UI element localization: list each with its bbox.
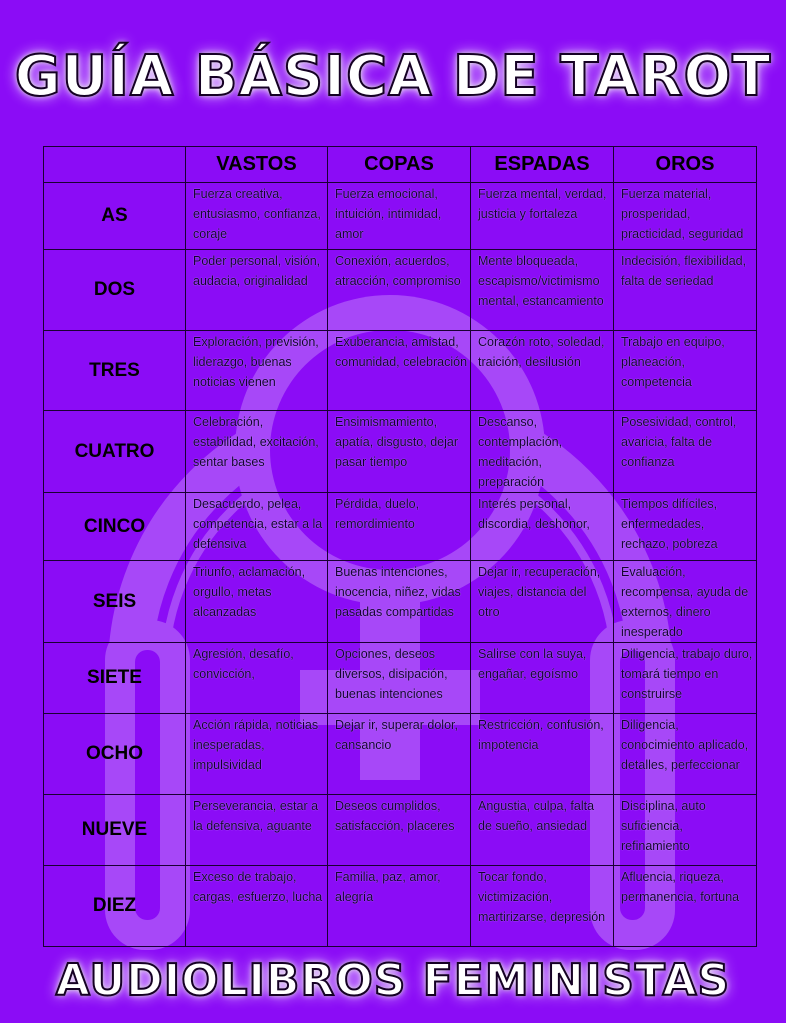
table-row [44, 331, 757, 411]
table-cell: Disciplina, auto suficiencia, refinamiento [614, 795, 757, 866]
column-header-vastos: VASTOS [186, 147, 328, 183]
table-cell: Acción rápida, noticias inesperadas, impulsividad [186, 714, 328, 795]
table-cell: Mente bloqueada, escapismo/victimismo mental, estancamiento [471, 250, 614, 331]
row-label: NUEVE [44, 795, 186, 866]
row-label: SIETE [44, 643, 186, 714]
table-cell: Fuerza creativa, entusiasmo, confianza, coraje [186, 183, 328, 250]
table-cell: Restricción, confusión, impotencia [471, 714, 614, 795]
corner-cell [44, 147, 186, 183]
table-cell: Diligencia, conocimiento aplicado, detalles, perfeccionar [614, 714, 757, 795]
table-cell: Opciones, deseos diversos, disipación, buenas intenciones [328, 643, 471, 714]
table-cell: Triunfo, aclamación, orgullo, metas alcanzadas [186, 561, 328, 643]
row-label: DOS [44, 250, 186, 331]
row-label: OCHO [44, 714, 186, 795]
table-cell: Pérdida, duelo, remordimiento [328, 493, 471, 561]
table-cell: Tiempos difíciles, enfermedades, rechazo, pobreza [614, 493, 757, 561]
table-cell: Agresión, desafío, convicción, [186, 643, 328, 714]
table-cell: Descanso, contemplación, meditación, preparación [471, 411, 614, 493]
table-row [44, 250, 757, 331]
table-cell: Celebración, estabilidad, excitación, sentar bases [186, 411, 328, 493]
table-cell: Fuerza emocional, intuición, intimidad, amor [328, 183, 471, 250]
table-cell: Conexión, acuerdos, atracción, compromiso [328, 250, 471, 331]
table-cell: Trabajo en equipo, planeación, competencia [614, 331, 757, 411]
footer-brand: AUDIOLIBROS FEMINISTAS [55, 955, 731, 1006]
table-cell: Afluencia, riqueza, permanencia, fortuna [614, 866, 757, 947]
table-cell: Fuerza mental, verdad, justicia y fortaleza [471, 183, 614, 250]
page-title: GUÍA BÁSICA DE TAROT [14, 44, 772, 109]
column-header-oros: OROS [614, 147, 757, 183]
table-cell: Dejar ir, recuperación, viajes, distancia del otro [471, 561, 614, 643]
table-cell: Evaluación, recompensa, ayuda de externos, dinero inesperado [614, 561, 757, 643]
table-cell: Poder personal, visión, audacia, originalidad [186, 250, 328, 331]
table-row [44, 714, 757, 795]
table-cell: Exuberancia, amistad, comunidad, celebración [328, 331, 471, 411]
table-cell: Posesividad, control, avaricia, falta de confianza [614, 411, 757, 493]
table-cell: Indecisión, flexibilidad, falta de seriedad [614, 250, 757, 331]
table-cell: Dejar ir, superar dolor, cansancio [328, 714, 471, 795]
table-cell: Fuerza material, prosperidad, practicidad, seguridad [614, 183, 757, 250]
table-cell: Salirse con la suya, engañar, egoísmo [471, 643, 614, 714]
table-row [44, 561, 757, 643]
table-cell: Corazón roto, soledad, traición, desilusión [471, 331, 614, 411]
table-row [44, 795, 757, 866]
table-cell: Exceso de trabajo, cargas, esfuerzo, lucha [186, 866, 328, 947]
table-row [44, 643, 757, 714]
row-label: CINCO [44, 493, 186, 561]
row-label: CUATRO [44, 411, 186, 493]
table-cell: Exploración, previsión, liderazgo, buenas noticias vienen [186, 331, 328, 411]
table-cell: Familia, paz, amor, alegría [328, 866, 471, 947]
table-cell: Buenas intenciones, inocencia, niñez, vidas pasadas compartidas [328, 561, 471, 643]
table-cell: Ensimismamiento, apatía, disgusto, dejar pasar tiempo [328, 411, 471, 493]
table-row [44, 493, 757, 561]
table-cell: Angustia, culpa, falta de sueño, ansiedad [471, 795, 614, 866]
row-label: TRES [44, 331, 186, 411]
table-row [44, 866, 757, 947]
column-header-espadas: ESPADAS [471, 147, 614, 183]
table-cell: Interés personal, discordia, deshonor, [471, 493, 614, 561]
row-label: SEIS [44, 561, 186, 643]
table-row [44, 411, 757, 493]
row-label: DIEZ [44, 866, 186, 947]
tarot-table [43, 146, 757, 947]
table-cell: Desacuerdo, pelea, competencia, estar a la defensiva [186, 493, 328, 561]
table-cell: Deseos cumplidos, satisfacción, placeres [328, 795, 471, 866]
table-cell: Perseverancia, estar a la defensiva, aguante [186, 795, 328, 866]
column-header-copas: COPAS [328, 147, 471, 183]
table-cell: Diligencia, trabajo duro, tomará tiempo en construirse [614, 643, 757, 714]
table-row [44, 183, 757, 250]
table-cell: Tocar fondo, victimización, martirizarse, depresión [471, 866, 614, 947]
header-row [44, 147, 757, 183]
row-label: AS [44, 183, 186, 250]
